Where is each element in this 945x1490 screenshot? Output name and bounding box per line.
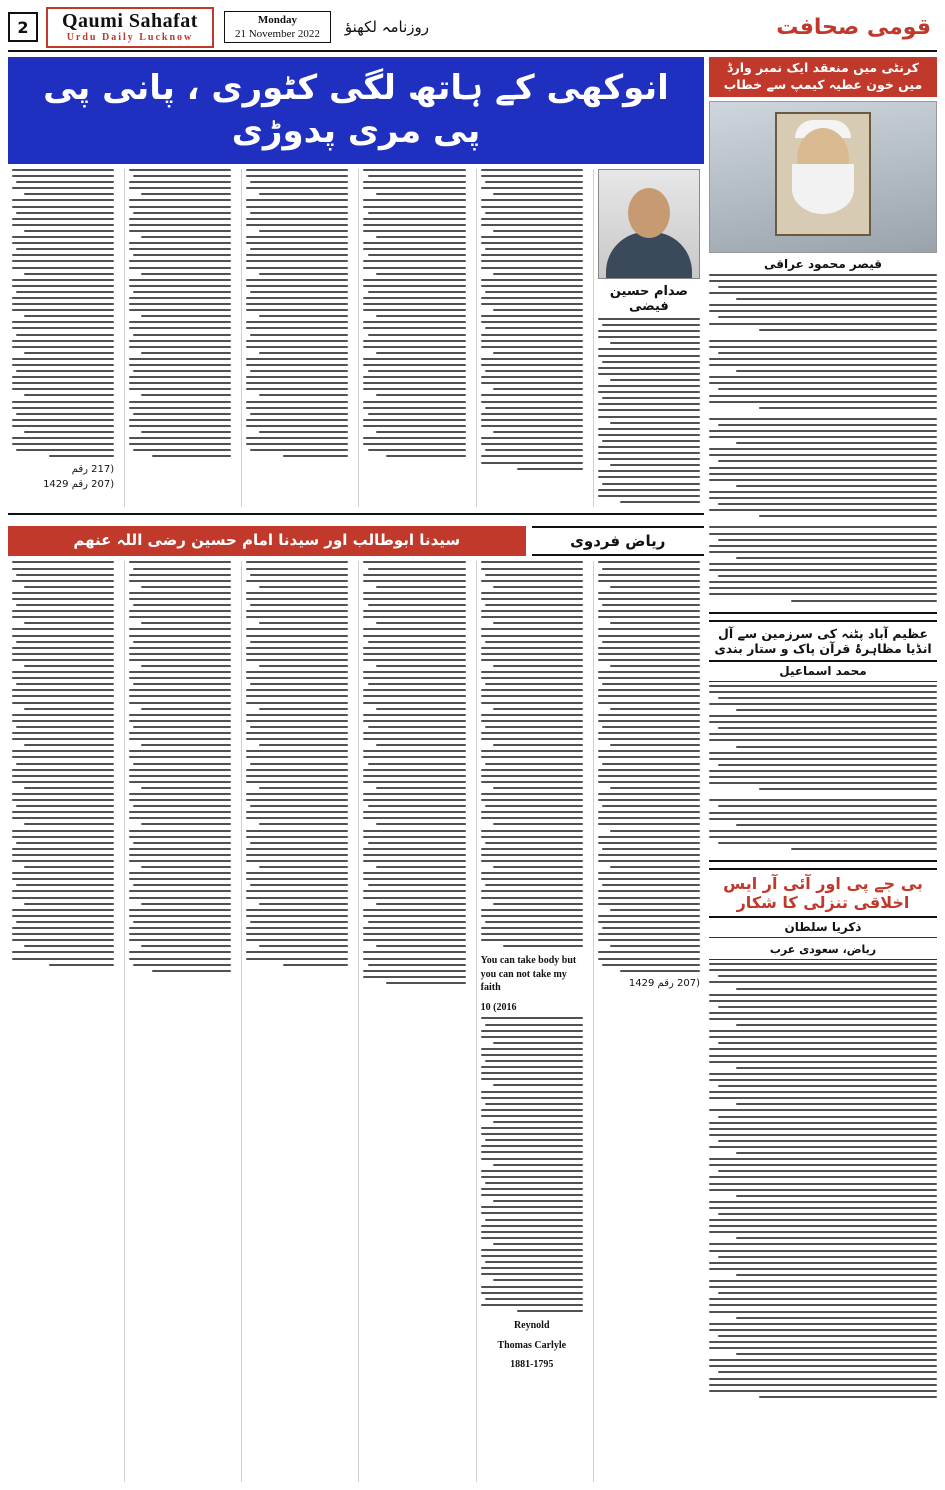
nameplate-title: Qaumi Sahafat bbox=[62, 9, 198, 32]
nameplate-subtitle: Urdu Daily Lucknow bbox=[66, 31, 194, 43]
bottom-text-6 bbox=[12, 561, 114, 965]
nameplate bbox=[46, 7, 214, 48]
lower-head-left bbox=[532, 526, 705, 557]
main-text-4 bbox=[246, 169, 348, 457]
page-body bbox=[8, 57, 937, 1482]
main-text-2 bbox=[481, 169, 583, 470]
author-body-shape bbox=[606, 232, 692, 278]
bottom-text-2b bbox=[481, 1017, 583, 1312]
right-column bbox=[709, 57, 937, 1482]
attribution-2: Thomas Carlyle bbox=[497, 1339, 567, 1351]
right-article-2-byline: محمد اسماعیل bbox=[709, 662, 937, 682]
right-article-3-subline: ریاض، سعودی عرب bbox=[709, 941, 937, 960]
main-article-bottom bbox=[8, 561, 704, 1482]
lower-headers-row bbox=[8, 526, 704, 557]
date-day: Monday bbox=[257, 13, 297, 26]
right-article-3-title: بی جے پی اور آئی آر ایس اخلاقی تنزلی کا شکار bbox=[709, 868, 937, 918]
author-name: صدام حسین فیضی bbox=[609, 284, 688, 314]
bottom-col-1 bbox=[593, 561, 704, 1482]
main-col-3 bbox=[358, 169, 469, 507]
source-ref-2: (207 رقم 1429 bbox=[43, 478, 115, 490]
bottom-text-4 bbox=[246, 561, 348, 965]
author-face-shape bbox=[628, 188, 670, 238]
source-ref-1: (217 رقم bbox=[71, 463, 115, 475]
attribution-1: Reynold bbox=[513, 1320, 550, 1331]
urdu-daily-label: روزنامہ لکھنؤ bbox=[344, 18, 430, 36]
divider-2 bbox=[709, 860, 937, 862]
right-article-3-byline: ذکریا سلطان bbox=[709, 918, 937, 938]
main-text-6 bbox=[12, 169, 114, 457]
bottom-col-2 bbox=[476, 561, 587, 1482]
quote-year: 10 (2016 bbox=[480, 1001, 517, 1013]
right-lead-headline: کرنٹی میں منعقد ایک نمبر وارڈ میں خون عطیہ کیمپ سے خطاب bbox=[709, 57, 937, 97]
bottom-col-5 bbox=[124, 561, 235, 1482]
author-photo bbox=[598, 169, 700, 279]
divider-main bbox=[8, 513, 704, 515]
main-column bbox=[8, 57, 704, 1482]
bottom-text-5 bbox=[129, 561, 231, 971]
main-col-6 bbox=[8, 169, 118, 507]
photo-caption: قیصر محمود عراقی bbox=[764, 256, 882, 271]
main-article-top bbox=[8, 169, 704, 507]
date-box bbox=[224, 11, 331, 44]
main-col-4 bbox=[241, 169, 352, 507]
bottom-text-3 bbox=[363, 561, 465, 983]
right-article-text-1 bbox=[709, 274, 937, 606]
page-number: 2 bbox=[8, 12, 38, 42]
main-col-2 bbox=[476, 169, 587, 507]
masthead bbox=[8, 6, 937, 52]
bottom-text-2 bbox=[481, 561, 583, 947]
date-full: 21 November 2022 bbox=[234, 28, 320, 40]
portrait-photo bbox=[709, 101, 937, 253]
main-col-1 bbox=[593, 169, 704, 507]
main-text-3 bbox=[363, 169, 465, 457]
bottom-col-3 bbox=[358, 561, 469, 1482]
section-red-title: سیدنا ابوطالب اور سیدنا امام حسین رضی اللہ عنھم bbox=[8, 526, 526, 557]
bottom-text-1 bbox=[598, 561, 700, 971]
quote-block: You can take body but you can not take my faith bbox=[480, 955, 577, 994]
section-plain-title: ریاض فردوی bbox=[532, 526, 705, 556]
brand-urdu-title: قومی صحافت bbox=[776, 14, 931, 40]
right-article-2-title: عظیم آباد پٹنہ کی سرزمین سے آل انڈیا مظاہرۂ قرآن پاک و ستار بندی bbox=[709, 620, 937, 662]
attribution-years: 1881-1795 bbox=[510, 1359, 554, 1370]
divider-1 bbox=[709, 612, 937, 614]
lower-head-right bbox=[8, 526, 526, 557]
bottom-ref-1: (207 رقم 1429 bbox=[628, 977, 700, 989]
bottom-col-6 bbox=[8, 561, 118, 1482]
right-article-text-3 bbox=[709, 963, 937, 1482]
main-text-5 bbox=[129, 169, 231, 457]
main-banner-headline: انوکھی کے ہاتھ لگی کٹوری ، پانی پی پی مری پدوڑی bbox=[8, 57, 704, 164]
bottom-col-4 bbox=[241, 561, 352, 1482]
right-article-text-2 bbox=[709, 685, 937, 855]
beard-shape bbox=[792, 164, 854, 214]
main-text-1 bbox=[598, 318, 700, 503]
main-col-5 bbox=[124, 169, 235, 507]
